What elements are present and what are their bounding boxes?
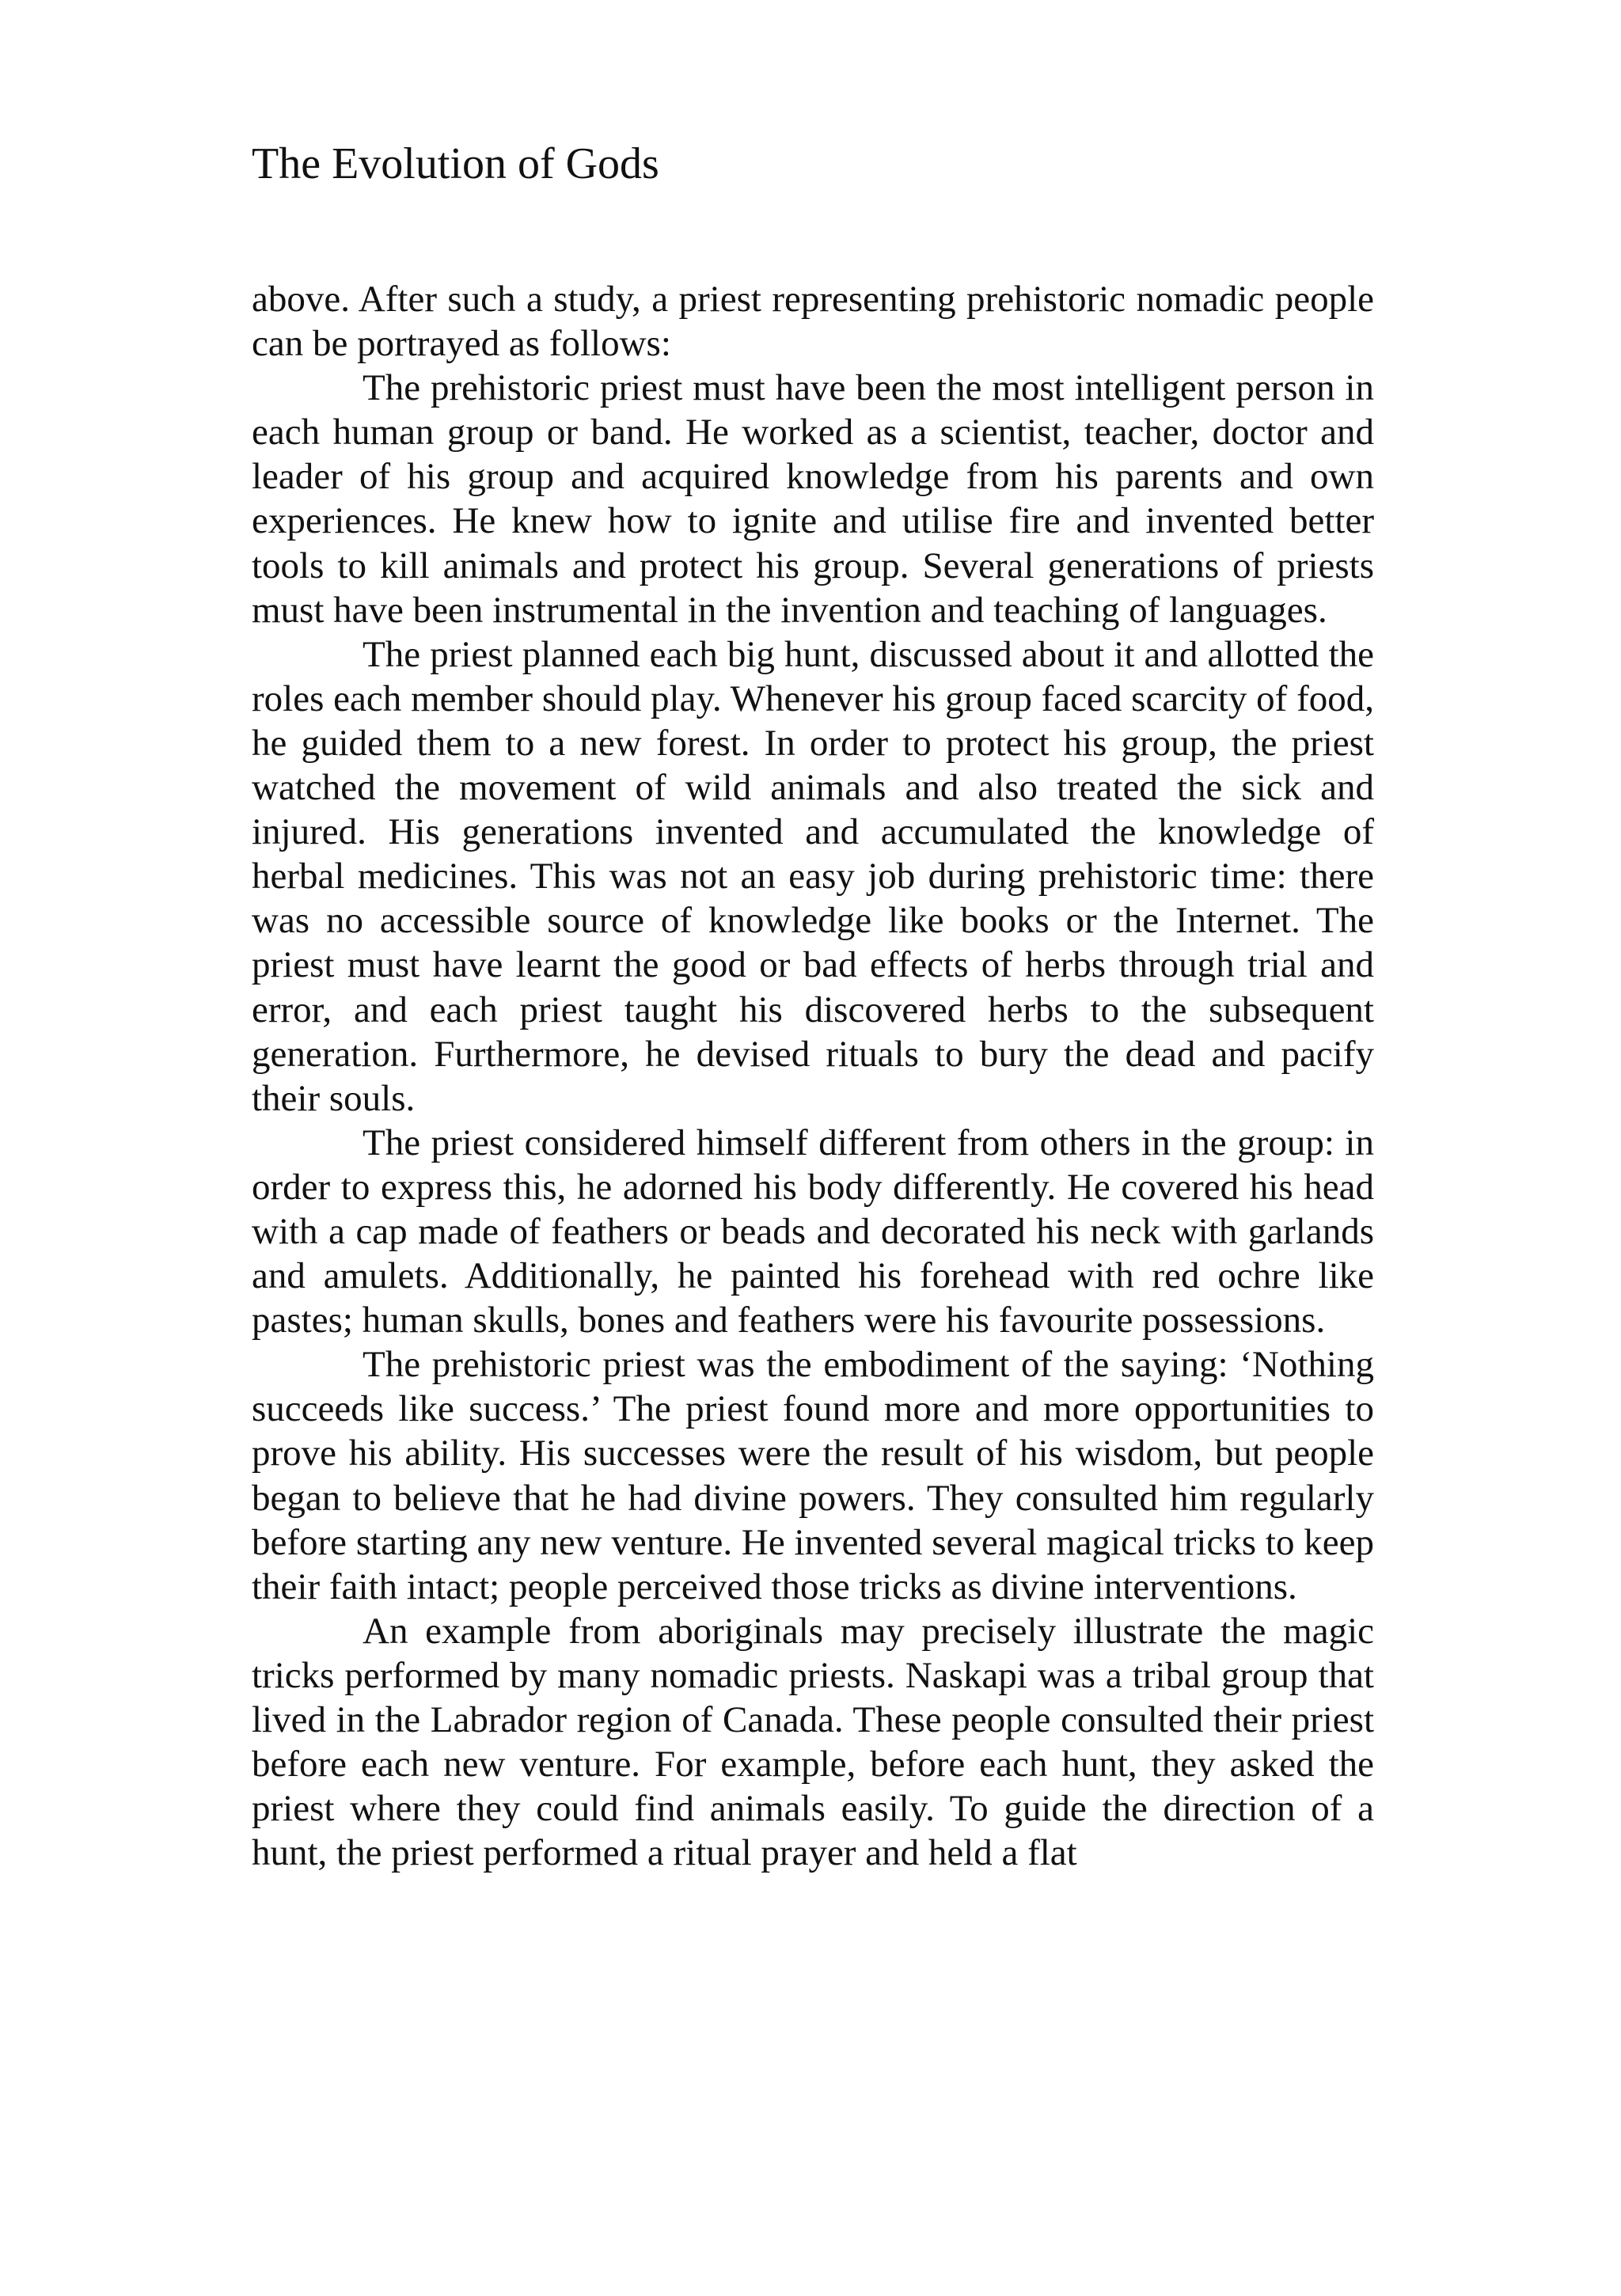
body-text bbox=[252, 277, 1374, 1875]
running-head: The Evolution of Gods bbox=[252, 139, 659, 188]
paragraph-priest-success: The prehistoric priest was the embodiment of the saying: ‘Nothing succeeds like success.’ The priest found more and more opportunities to prove his ability. His successes were the result of his wisdom, but people began to believe that he had divine powers. They consulted him regularly before starting any new venture. He invented several magical tricks to keep their faith intact; people perceived those tricks as divine interventions. bbox=[252, 1344, 1374, 1607]
paragraph-priest-adornment: The priest considered himself different from others in the group: in order to express this, he adorned his body differently. He covered his head with a cap made of feathers or beads and decorated his neck with garlands and amulets. Additionally, he painted his forehead with red ochre like pastes; human skulls, bones and feathers were his favourite possessions. bbox=[252, 1121, 1374, 1342]
paragraph-naskapi-example: An example from aboriginals may precisely illustrate the magic tricks performed by many nomadic priests. Naskapi was a tribal group that lived in the Labrador region of Canada. These people consulted their priest before each new venture. For example, before each hunt, they asked the priest where they could find animals easily. To guide the direction of a hunt, the priest performed a ritual prayer and held a flat bbox=[252, 1610, 1374, 1874]
paragraph-priest-hunting: The priest planned each big hunt, discussed about it and allotted the roles each member should play. Whenever his group faced scarcity of food, he guided them to a new forest. In order to protect his group, the priest watched the movement of wild animals and also treated the sick and injured. His generations invented and accumulated the knowledge of herbal medicines. This was not an easy job during prehistoric time: there was no accessible source of knowledge like books or the Internet. The priest must have learnt the good or bad effects of herbs through trial and error, and each priest taught his discovered herbs to the subsequent generation. Furthermore, he devised rituals to bury the dead and pacify their souls. bbox=[252, 633, 1374, 1119]
paragraph-priest-intelligence: The prehistoric priest must have been the most intelligent person in each human group or band. He worked as a scientist, teacher, doctor and leader of his group and acquired knowledge from his parents and own experiences. He knew how to ignite and utilise fire and invented better tools to kill animals and protect his group. Several generations of priests must have been instrumental in the invention and teaching of languages. bbox=[252, 367, 1374, 631]
paragraph-continuation: above. After such a study, a priest representing prehistoric nomadic people can be portrayed as follows: bbox=[252, 279, 1374, 365]
